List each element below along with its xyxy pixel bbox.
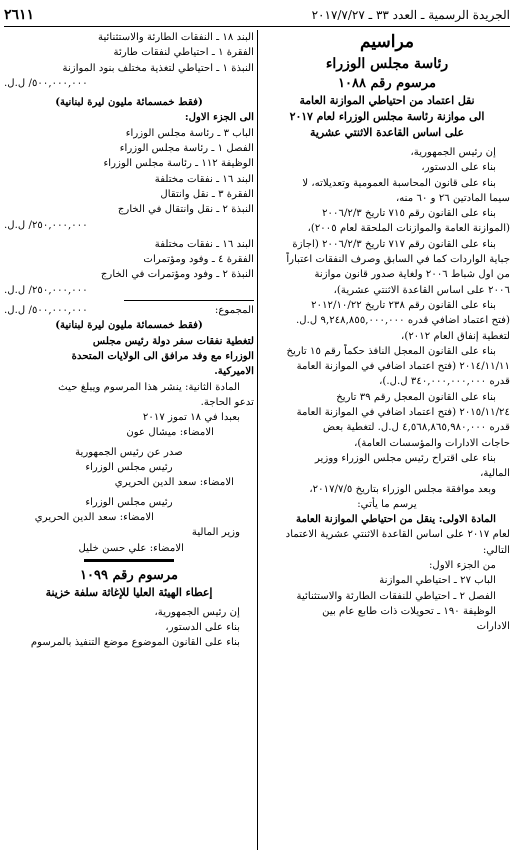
signature: الامضاء: سعد الدين الحريري (34, 511, 154, 523)
journal-issue: الجريدة الرسمية ـ العدد ٣٣ ـ ٢٠١٧/٧/٢٧ (311, 8, 510, 22)
amount: ٢٥٠,٠٠٠,٠٠٠/ ل.ل. (4, 284, 88, 296)
decree-date: بعبدا في ١٨ تموز ٢٠١٧ (142, 412, 240, 424)
total-row (4, 303, 254, 318)
decree-body: إن رئيس الجمهورية، بناء على الدستور، بناء على قانون المحاسبة العمومية وتعديلاته، لا سيما المادتين ٢٦ و ٦٠ منه، بناء على القانون رقم ٧١٥ تاريخ ٢٠٠٦/٢/٣ (الموازنة العامة والموازنات الملحقة لعام ٢٠٠٥)، بناء على القانون رقم ٧١٧ تاريخ ٢٠٠٦/٢/٣ (اجازة جباية الواردات كما في السابق وصرف النفقات اعتباراً من اول شباط ٢٠٠٦ ولغاية صدور قانون موازنة ٢٠٠٦ على اساس القاعدة الاثنتي عشرية)، بناء على القانون رقم ٢٣٨ تاريخ ٢٠١٢/١٠/٢٢ (فتح اعتماد اضافي قدره ٩,٢٤٨,٨٥٥,٠٠٠,٠٠٠ ل.ل. لتغطية إنفاق العام ٢٠١٢)، بناء على القانون المعجل النافذ حكماً رقم ١٥ تاريخ ٢٠١٤/١١/١١ (فتح اعتماد اضافي في الموازنة العامة قدره ٣٤٠,٠٠٠,٠٠٠,٠٠٠ ل.ل.)، بناء على القانون المعجل رقم ٣٩ تاريخ ٢٠١٥/١١/٢٤ (فتح اعتماد اضافي في الموازنة العامة قدره ٤,٥٦٨,٨٦٥,٩٨٠,٠٠٠ ل.ل. لتغطية بعض حاجات الادارات والمؤسسات العامة)، بناء على اقتراح رئيس مجلس الوزراء ووزير المالية، وبعد موافقة مجلس الوزراء بتاريخ ٢٠١٧/٧/٥، يرسم ما يأتي: المادة الاولى: ينقل من احتياطي الموازنة العامة لعام ٢٠١٧ على اساس القاعدة الاثنتي عشرية الاعتماد التالي: من الجزء الاول: الباب ٢٧ ـ احتياطي الموازنة الفصل ٢ ـ احتياطي للنفقات الطارئة والاستثنائية الوظيفة ١٩٠ ـ تحويلات ذات طابع عام بين الادارات (285, 147, 510, 633)
column-divider (257, 30, 258, 850)
amount: ٢٥٠,٠٠٠,٠٠٠/ ل.ل. (4, 219, 88, 231)
right-column (264, 30, 510, 856)
section-title: مراسيم (360, 32, 414, 52)
signature: الامضاء: علي حسن خليل (78, 542, 184, 554)
separator (4, 556, 254, 566)
left-column: البند ١٨ ـ النفقات الطارئة والاستثنائية الفقرة ١ ـ احتياطي لنفقات طارئة النبذة ١ ـ احتياطي لتغذية مختلف بنود الموازنة ٥٠٠,٠٠٠,٠٠٠/ ل.ل. (فقط خمسمائة مليون ليرة لبنانية) الى الجزء الاول: الباب ٣ ـ رئاسة مجلس الوزراء الفصل ١ ـ رئاسة مجلس الوزراء الوظيفة ١١٢ ـ رئاسة مجلس الوزراء البند ١٦ ـ نفقات مختلفة الفقرة ٣ ـ نقل وانتقال النبذة ٢ ـ نقل وانتقال في الخارج ٢٥٠,٠٠٠,٠٠٠/ ل.ل. البند ١٦ ـ نفقات مختلفة الفقرة ٤ ـ وفود ومؤتمرات النبذة ٢ ـ وفود ومؤتمرات في الخارج ٢٥٠,٠٠٠,٠٠٠/ ل.ل. المجموع: ٥٠٠,٠٠٠,٠٠٠/ ل.ل. (فقط خمسمائة مليون ليرة لبنانية) لتغطية نفقات سفر دولة رئيس مجلس الوزراء مع وفد مرافق الى الولايات المتحدة الاميركية. المادة الثانية: ينشر هذا المرسوم ويبلغ حيث تدعو الحاجة. بعبدا في ١٨ تموز ٢٠١٧ الامضاء: ميشال عون صدر عن رئيس الجمهورية رئيس مجلس الوزراء الامضاء: سعد الدين الحريري رئيس مجلس الوزراء الامضاء: سعد الدين الحريري وزير المالية الامضاء: علي حسن خليل مرسوم رقم ١٠٩٩ إعطاء الهيئة العليا للإغاثة سلفة خزينة إن رئيس الجمهورية، بناء على الدستور، بناء على القانون الموضوع موضع التنفيذ بالمرسوم (4, 32, 254, 649)
page-number: ٢٦١١ (4, 7, 35, 23)
decree-subject: إعطاء الهيئة العليا للإغاثة سلفة خزينة (45, 585, 213, 599)
ministry-title: رئاسة مجلس الوزراء (325, 56, 449, 72)
page-header (4, 6, 510, 27)
sum-rule (124, 300, 254, 301)
decree-number: مرسوم رقم ١٠٩٩ (80, 567, 178, 583)
decree-number: مرسوم رقم ١٠٨٨ (338, 76, 436, 91)
total-amount: ٥٠٠,٠٠٠,٠٠٠/ ل.ل. (4, 305, 88, 317)
amount-in-words: (فقط خمسمائة مليون ليرة لبنانية) (55, 319, 203, 332)
total-label: المجموع: (214, 305, 254, 317)
amount: ٥٠٠,٠٠٠,٠٠٠/ ل.ل. (4, 77, 88, 89)
signature: الامضاء: سعد الدين الحريري (114, 477, 234, 489)
decree-subject: نقل اعتماد من احتياطي الموازنة العامة الى موازنة رئاسة مجلس الوزراء لعام ٢٠١٧ على اساس القاعدة الاثنتي عشرية (289, 94, 485, 139)
signature: الامضاء: ميشال عون (126, 427, 214, 439)
amount-in-words: (فقط خمسمائة مليون ليرة لبنانية) (55, 96, 203, 109)
